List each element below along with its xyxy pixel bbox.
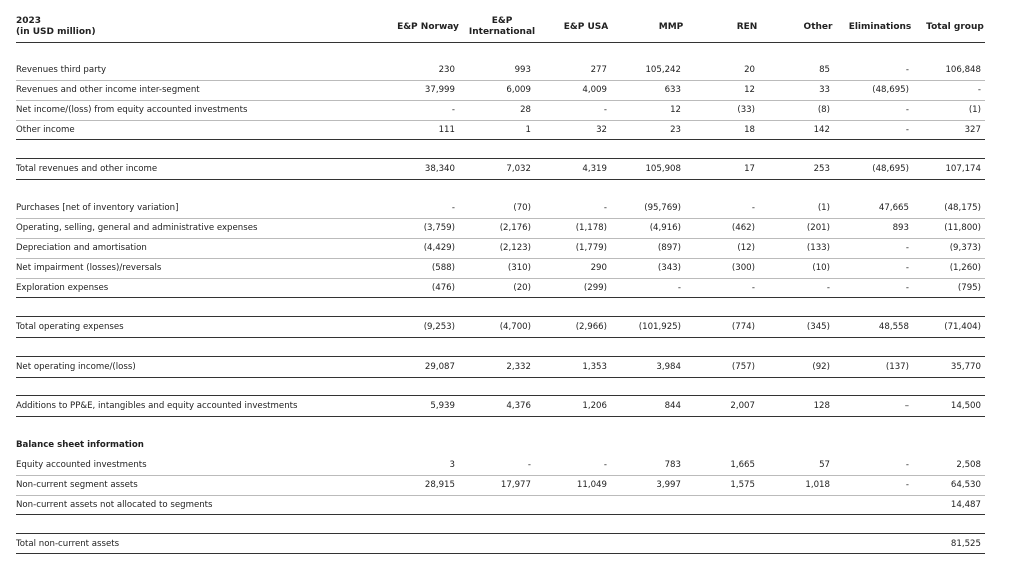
table-row (16, 239, 985, 259)
section-rule (16, 139, 985, 140)
cell-other: (345) (806, 322, 830, 332)
section-heading-row (16, 436, 985, 456)
cell-ep-usa: (1,779) (575, 243, 607, 253)
table-row (16, 496, 985, 516)
year-label: 2023 (16, 16, 42, 26)
cell-ren: - (751, 203, 755, 213)
cell-eliminations: - (905, 263, 909, 273)
section-rule (16, 553, 985, 554)
cell-eliminations: 47,665 (878, 203, 909, 213)
row-label: Depreciation and amortisation (16, 243, 147, 253)
cell-ep-international: 993 (514, 65, 531, 75)
row-label: Revenues third party (16, 65, 107, 75)
cell-eliminations: – (904, 401, 909, 411)
cell-ep-usa: 4,319 (582, 164, 607, 174)
cell-eliminations: - (905, 125, 909, 135)
cell-mmp: 23 (670, 125, 681, 135)
cell-ren: 1,665 (730, 460, 755, 470)
cell-ep-norway: (4,429) (423, 243, 455, 253)
row-label: Total non-current assets (16, 539, 120, 549)
cell-other: 57 (819, 460, 830, 470)
cell-eliminations: (48,695) (872, 85, 909, 95)
row-label: Exploration expenses (16, 283, 109, 293)
cell-ep-norway: 28,915 (424, 480, 455, 490)
table-row (16, 81, 985, 101)
cell-mmp: 783 (664, 460, 681, 470)
cell-total-group: 2,508 (956, 460, 981, 470)
cell-eliminations: (137) (885, 362, 909, 372)
section-rule (16, 377, 985, 378)
cell-other: 85 (819, 65, 830, 75)
cell-ren: (300) (731, 263, 755, 273)
cell-ep-usa: - (603, 460, 607, 470)
row-label: Equity accounted investments (16, 460, 147, 470)
row-label: Revenues and other income inter-segment (16, 85, 200, 95)
cell-other: (201) (806, 223, 830, 233)
cell-mmp: 3,984 (656, 362, 681, 372)
cell-mmp: 844 (664, 401, 681, 411)
row-label: Non-current assets not allocated to segments (16, 500, 213, 510)
cell-ep-norway: 38,340 (424, 164, 455, 174)
cell-ep-usa: 32 (596, 125, 607, 135)
section-rule (16, 179, 985, 180)
cell-eliminations: - (905, 460, 909, 470)
table-row (16, 219, 985, 239)
cell-ep-usa: (1,178) (575, 223, 607, 233)
cell-mmp: 12 (670, 105, 681, 115)
cell-ep-international: 6,009 (506, 85, 531, 95)
row-label: Net impairment (losses)/reversals (16, 263, 162, 273)
cell-mmp: (343) (657, 263, 681, 273)
cell-ep-international: (310) (507, 263, 531, 273)
table-row (16, 259, 985, 279)
cell-ep-norway: 111 (438, 125, 455, 135)
cell-ep-international: (4,700) (499, 322, 531, 332)
cell-ep-usa: 11,049 (576, 480, 607, 490)
row-label: Total revenues and other income (16, 164, 158, 174)
cell-total-group: (795) (957, 283, 981, 293)
cell-ren: 1,575 (730, 480, 755, 490)
cell-other: 1,018 (805, 480, 830, 490)
cell-ep-usa: (2,966) (575, 322, 607, 332)
section-rule (16, 416, 985, 417)
cell-ep-international: 28 (520, 105, 531, 115)
cell-mmp: (95,769) (644, 203, 681, 213)
cell-eliminations: - (905, 105, 909, 115)
cell-other: (8) (817, 105, 830, 115)
section-rule (16, 297, 985, 298)
cell-ren: 12 (744, 85, 755, 95)
table-row (16, 279, 985, 299)
cell-ep-international: 17,977 (500, 480, 531, 490)
cell-ep-international: (2,176) (499, 223, 531, 233)
cell-total-group: 14,500 (950, 401, 981, 411)
cell-ep-international: - (527, 460, 531, 470)
cell-other: 253 (813, 164, 830, 174)
table-row (16, 535, 985, 555)
table-row (16, 61, 985, 81)
balance-sheet-heading: Balance sheet information (16, 440, 144, 450)
col-header-ep-usa: E&P USA (563, 21, 609, 32)
table-row (16, 121, 985, 141)
table-title (16, 16, 96, 38)
cell-ep-norway: 37,999 (424, 85, 455, 95)
cell-total-group: 327 (964, 125, 981, 135)
table-row (16, 397, 985, 417)
cell-total-group: 64,530 (950, 480, 981, 490)
cell-ep-norway: - (451, 105, 455, 115)
cell-eliminations: (48,695) (872, 164, 909, 174)
cell-ep-usa: - (603, 203, 607, 213)
cell-ren: (33) (737, 105, 755, 115)
col-header-ep-norway: E&P Norway (397, 21, 459, 32)
section-rule (16, 395, 985, 396)
col-header-mmp: MMP (658, 21, 684, 32)
cell-mmp: (897) (657, 243, 681, 253)
cell-ep-usa: (299) (583, 283, 607, 293)
col-header-total-group: Total group (926, 21, 984, 32)
cell-ep-usa: - (603, 105, 607, 115)
cell-ep-norway: 230 (438, 65, 455, 75)
section-rule (16, 514, 985, 515)
row-label: Operating, selling, general and administrative expenses (16, 223, 258, 233)
cell-ep-usa: 277 (590, 65, 607, 75)
cell-ren: (462) (731, 223, 755, 233)
section-rule (16, 316, 985, 317)
cell-ren: 2,007 (730, 401, 755, 411)
cell-mmp: (4,916) (649, 223, 681, 233)
col-header-other: Other (803, 21, 833, 32)
table-row (16, 456, 985, 476)
cell-eliminations: 893 (892, 223, 909, 233)
cell-total-group: 106,848 (945, 65, 981, 75)
section-rule (16, 158, 985, 159)
cell-mmp: 3,997 (656, 480, 681, 490)
cell-ep-norway: 5,939 (430, 401, 455, 411)
cell-ep-international: 4,376 (506, 401, 531, 411)
table-row (16, 199, 985, 219)
cell-total-group: 107,174 (945, 164, 981, 174)
cell-eliminations: - (905, 65, 909, 75)
row-label: Net income/(loss) from equity accounted investments (16, 105, 248, 115)
unit-label: (in USD million) (16, 27, 96, 37)
cell-ep-norway: (476) (431, 283, 455, 293)
cell-ep-usa: 1,206 (582, 401, 607, 411)
cell-total-group: (9,373) (949, 243, 981, 253)
cell-eliminations: - (905, 243, 909, 253)
cell-ren: (757) (731, 362, 755, 372)
cell-eliminations: - (905, 283, 909, 293)
cell-other: 33 (819, 85, 830, 95)
cell-total-group: 81,525 (950, 539, 981, 549)
section-rule (16, 337, 985, 338)
cell-ep-usa: 1,353 (582, 362, 607, 372)
cell-other: 142 (813, 125, 830, 135)
cell-ep-norway: - (451, 203, 455, 213)
cell-ren: (12) (737, 243, 755, 253)
row-label: Other income (16, 125, 75, 135)
cell-total-group: (11,800) (944, 223, 981, 233)
cell-eliminations: - (905, 480, 909, 490)
section-rule (16, 356, 985, 357)
cell-ep-international: 7,032 (506, 164, 531, 174)
cell-total-group: (1,260) (949, 263, 981, 273)
col-header-eliminations: Eliminations (848, 21, 912, 32)
cell-mmp: 105,908 (645, 164, 681, 174)
row-label: Net operating income/(loss) (16, 362, 136, 372)
col-header-ren: REN (736, 21, 758, 32)
cell-mmp: (101,925) (638, 322, 681, 332)
row-label: Additions to PP&E, intangibles and equity accounted investments (16, 401, 298, 411)
cell-ep-norway: (9,253) (423, 322, 455, 332)
row-label: Non-current segment assets (16, 480, 138, 490)
table-row (16, 101, 985, 121)
cell-eliminations: 48,558 (878, 322, 909, 332)
cell-ep-international: 2,332 (506, 362, 531, 372)
cell-ren: 17 (744, 164, 755, 174)
cell-mmp: 105,242 (645, 65, 681, 75)
section-rule (16, 533, 985, 534)
row-label: Purchases [net of inventory variation] (16, 203, 179, 213)
cell-ep-international: (70) (513, 203, 531, 213)
cell-ren: 20 (744, 65, 755, 75)
cell-ren: - (751, 283, 755, 293)
col-header-ep-international: E&P International (468, 16, 536, 37)
cell-ep-international: (2,123) (499, 243, 531, 253)
cell-ren: 18 (744, 125, 755, 135)
cell-ep-international: (20) (513, 283, 531, 293)
cell-total-group: 14,487 (950, 500, 981, 510)
cell-ep-norway: 29,087 (424, 362, 455, 372)
cell-ep-usa: 290 (590, 263, 607, 273)
cell-total-group: (1) (968, 105, 981, 115)
table-row (16, 160, 985, 180)
row-label: Total operating expenses (16, 322, 124, 332)
cell-ep-norway: (588) (431, 263, 455, 273)
cell-other: - (826, 283, 830, 293)
cell-ep-norway: (3,759) (423, 223, 455, 233)
table-row (16, 476, 985, 496)
cell-other: 128 (813, 401, 830, 411)
cell-total-group: (48,175) (944, 203, 981, 213)
cell-total-group: (71,404) (944, 322, 981, 332)
cell-other: (92) (812, 362, 830, 372)
cell-mmp: 633 (664, 85, 681, 95)
table-row (16, 318, 985, 338)
cell-other: (1) (817, 203, 830, 213)
cell-other: (133) (806, 243, 830, 253)
cell-ep-usa: 4,009 (582, 85, 607, 95)
header-rule (16, 42, 985, 43)
table-row (16, 358, 985, 378)
cell-ren: (774) (731, 322, 755, 332)
cell-mmp: - (677, 283, 681, 293)
cell-total-group: 35,770 (950, 362, 981, 372)
cell-ep-norway: 3 (449, 460, 455, 470)
cell-ep-international: 1 (525, 125, 531, 135)
cell-other: (10) (812, 263, 830, 273)
cell-total-group: - (977, 85, 981, 95)
